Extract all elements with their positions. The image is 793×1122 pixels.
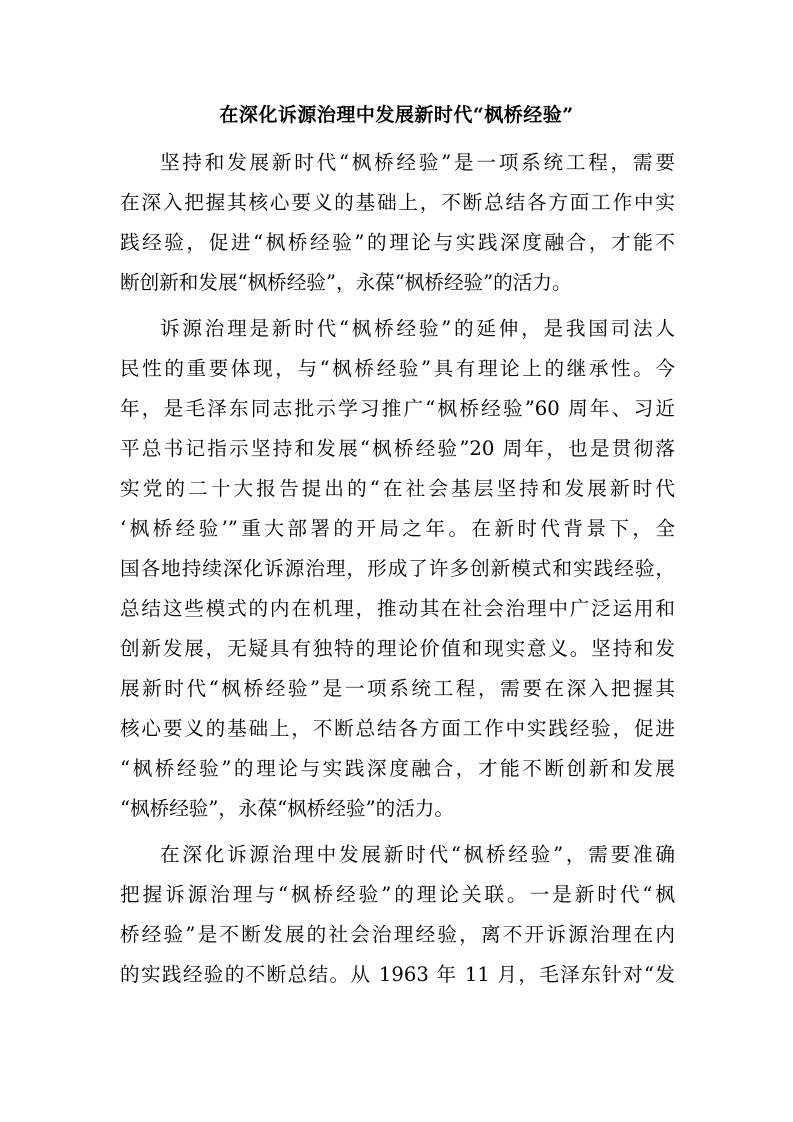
paragraph-2-line-5: 实党的二十大报告提出的“在社会基层坚持和发展新时代 (120, 477, 675, 500)
paragraph-3-line-1: 在深化诉源治理中发展新时代“枫桥经验”，需要准确 (160, 843, 675, 866)
paragraph-3-line-4: 的实践经验的不断总结。从 1963 年 11 月，毛泽东针对“发 (120, 963, 675, 986)
paragraph-1-line-1: 坚持和发展新时代“枫桥经验”是一项系统工程，需要 (160, 151, 675, 174)
paragraph-2-line-8: 总结这些模式的内在机理，推动其在社会治理中广泛运用和 (120, 597, 675, 620)
paragraph-2-line-9: 创新发展，无疑具有独特的理论价值和现实意义。坚持和发 (120, 637, 675, 660)
paragraph-3-line-2: 把握诉源治理与“枫桥经验”的理论关联。一是新时代“枫 (120, 883, 675, 906)
paragraph-1-line-2: 在深入把握其核心要义的基础上，不断总结各方面工作中实 (120, 191, 675, 214)
paragraph-2-line-1: 诉源治理是新时代“枫桥经验”的延伸，是我国司法人 (160, 317, 675, 340)
paragraph-2-line-13: “枫桥经验”，永葆“枫桥经验”的活力。 (120, 797, 454, 820)
paragraph-2-line-6: ‘枫桥经验’”重大部署的开局之年。在新时代背景下，全 (120, 517, 675, 540)
paragraph-3-line-3: 桥经验”是不断发展的社会治理经验，离不开诉源治理在内 (120, 923, 675, 946)
document-title: 在深化诉源治理中发展新时代“枫桥经验” (219, 104, 574, 126)
paragraph-2-line-7: 国各地持续深化诉源治理，形成了许多创新模式和实践经验， (120, 557, 675, 580)
paragraph-1-line-4: 断创新和发展“枫桥经验”，永葆“枫桥经验”的活力。 (120, 271, 572, 294)
paragraph-2-line-12: “枫桥经验”的理论与实践深度融合，才能不断创新和发展 (120, 757, 675, 780)
paragraph-2-line-10: 展新时代“枫桥经验”是一项系统工程，需要在深入把握其 (120, 677, 675, 700)
paragraph-2-line-3: 年，是毛泽东同志批示学习推广“枫桥经验”60 周年、习近 (120, 397, 675, 420)
paragraph-1-line-3: 践经验，促进“枫桥经验”的理论与实践深度融合，才能不 (120, 231, 675, 254)
paragraph-2-line-2: 民性的重要体现，与“枫桥经验”具有理论上的继承性。今 (120, 357, 675, 380)
paragraph-2-line-11: 核心要义的基础上，不断总结各方面工作中实践经验，促进 (120, 717, 675, 740)
paragraph-2-line-4: 平总书记指示坚持和发展“枫桥经验”20 周年，也是贯彻落 (120, 437, 675, 460)
